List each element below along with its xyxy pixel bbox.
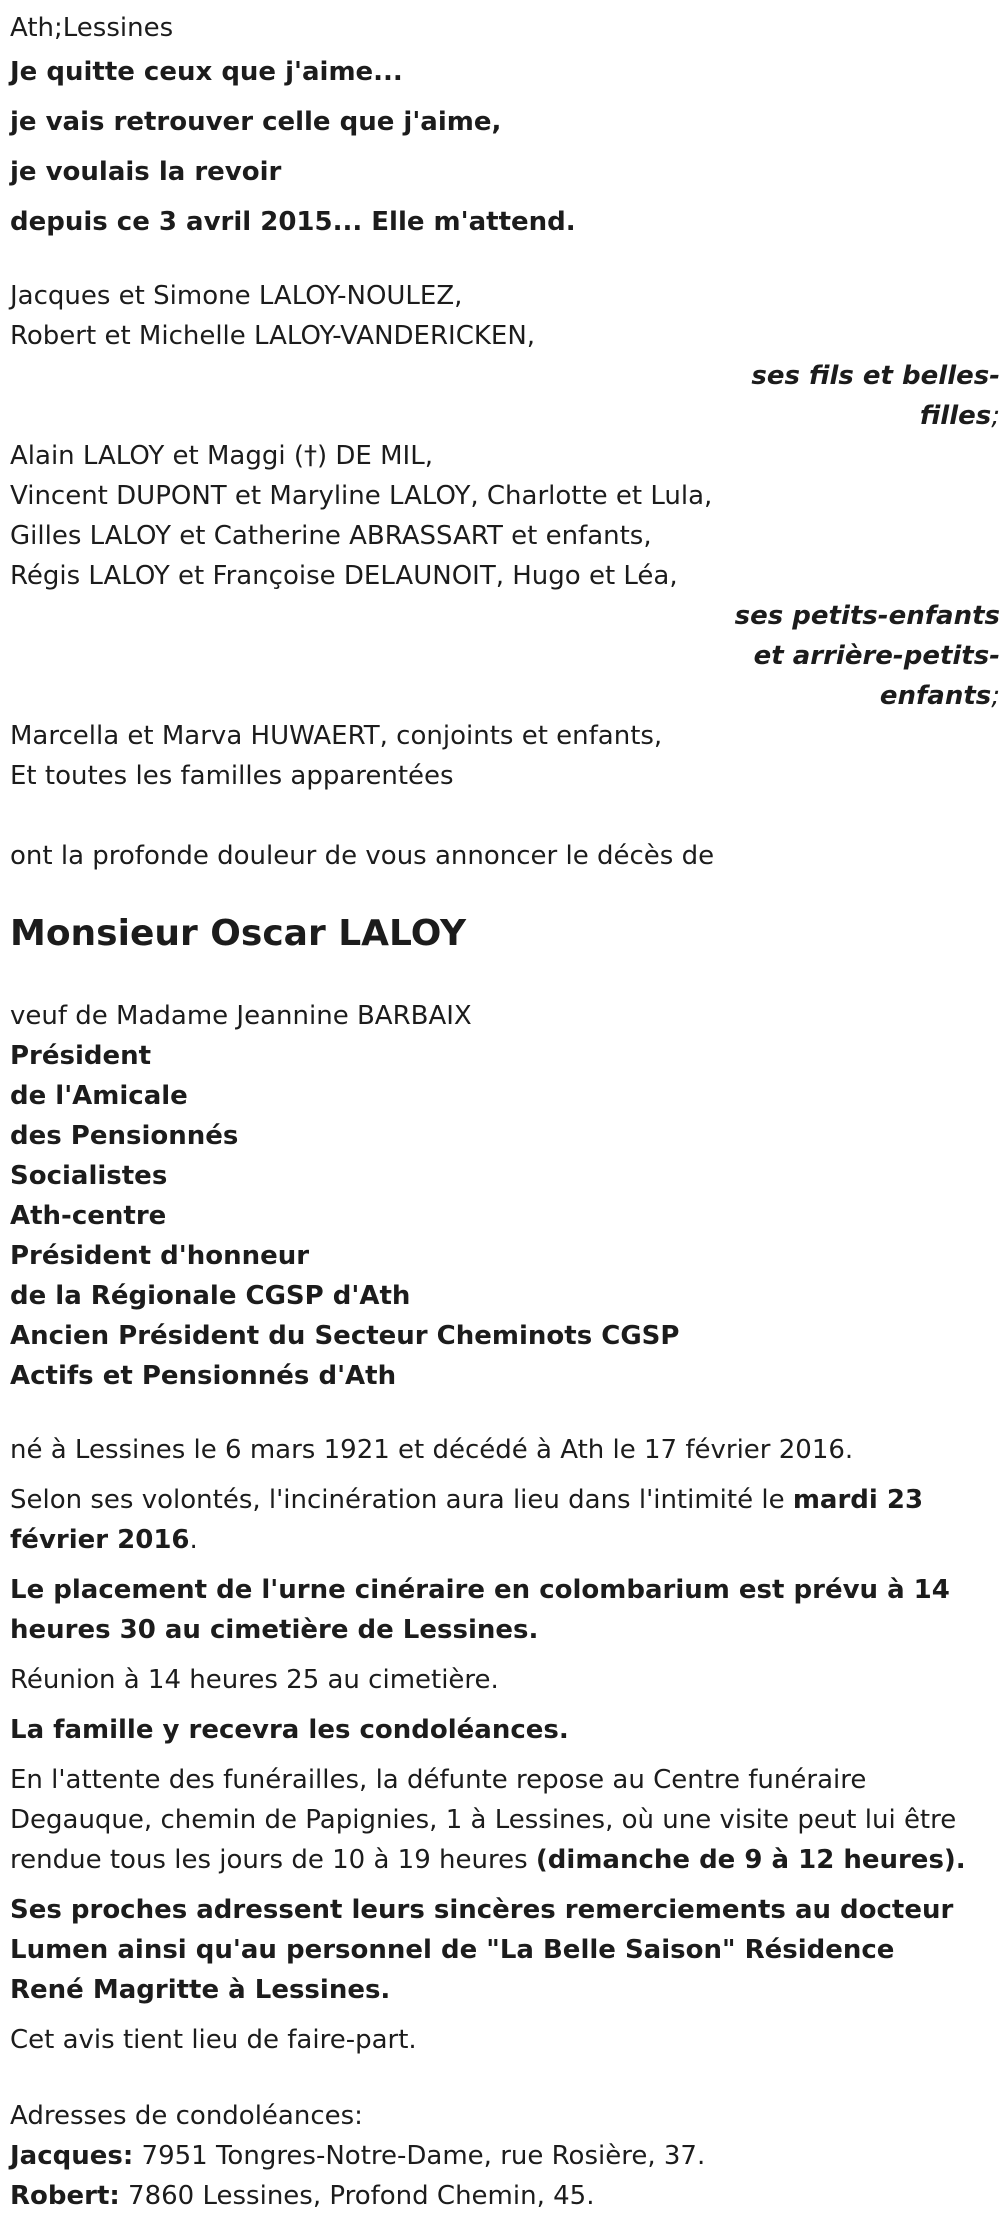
address-name: Jacques: bbox=[10, 2141, 134, 2171]
sons-relation bbox=[10, 356, 1000, 436]
relation-line: enfants bbox=[879, 681, 992, 711]
family-line: Robert et Michelle LALOY-VANDERICKEN, bbox=[10, 321, 536, 351]
relation-line: ses fils et belles- bbox=[751, 361, 1000, 391]
relation-punct: ; bbox=[991, 681, 1000, 711]
title-line: Socialistes bbox=[10, 1161, 168, 1191]
family-line: Régis LALOY et Françoise DELAUNOIT, Hugo et Léa, bbox=[10, 561, 678, 591]
title-line: de la Régionale CGSP d'Ath bbox=[10, 1281, 411, 1311]
visit-hours: (dimanche de 9 à 12 heures). bbox=[535, 1845, 966, 1875]
widower-of: veuf de Madame Jeannine BARBAIX bbox=[10, 1001, 472, 1031]
poem-line: Je quitte ceux que j'aime... bbox=[10, 57, 403, 87]
relation-line: ses petits-enfants bbox=[734, 601, 1000, 631]
address-name: Robert: bbox=[10, 2181, 120, 2211]
poem-line: je voulais la revoir bbox=[10, 157, 282, 187]
family-line: Alain LALOY et Maggi (†) DE MIL, bbox=[10, 441, 433, 471]
grandchildren-list bbox=[10, 436, 988, 596]
visit-info bbox=[10, 1760, 970, 1880]
title-line: Président d'honneur bbox=[10, 1241, 310, 1271]
others-list bbox=[10, 716, 988, 796]
title-line: Ath-centre bbox=[10, 1201, 167, 1231]
urn-placement: Le placement de l'urne cinéraire en colombarium est prévu à 14 heures 30 au cimetière de Lessines. bbox=[10, 1575, 950, 1645]
title-line: de l'Amicale bbox=[10, 1081, 188, 1111]
address-value: 7860 Lessines, Profond Chemin, 45. bbox=[119, 2181, 595, 2211]
cremation-end: . bbox=[189, 1525, 198, 1555]
family-line: Marcella et Marva HUWAERT, conjoints et enfants, bbox=[10, 721, 663, 751]
announcement: ont la profonde douleur de vous annoncer le décès de bbox=[10, 841, 715, 871]
family-line: Gilles LALOY et Catherine ABRASSART et enfants, bbox=[10, 521, 652, 551]
location-header: Ath;Lessines bbox=[10, 13, 174, 43]
family-line: Vincent DUPONT et Maryline LALOY, Charlotte et Lula, bbox=[10, 481, 713, 511]
sons-list bbox=[10, 276, 988, 356]
title-line: Président bbox=[10, 1041, 152, 1071]
thanks: Ses proches adressent leurs sincères remerciements au docteur Lumen ainsi qu'au personnel de "La Belle Saison" Résidence René Magritte à Lessines. bbox=[10, 1895, 954, 2005]
address-value: 7951 Tongres-Notre-Dame, rue Rosière, 37. bbox=[133, 2141, 706, 2171]
title-line: Ancien Président du Secteur Cheminots CGSP bbox=[10, 1321, 680, 1351]
condolences-family: La famille y recevra les condoléances. bbox=[10, 1715, 569, 1745]
address-line bbox=[10, 2136, 988, 2176]
family-line: Jacques et Simone LALOY-NOULEZ, bbox=[10, 281, 463, 311]
poem bbox=[10, 48, 988, 248]
poem-line: depuis ce 3 avril 2015... Elle m'attend. bbox=[10, 207, 576, 237]
title-line: Actifs et Pensionnés d'Ath bbox=[10, 1361, 397, 1391]
relation-line: filles bbox=[919, 401, 992, 431]
deceased-name: Monsieur Oscar LALOY bbox=[10, 913, 467, 954]
family-line: Et toutes les familles apparentées bbox=[10, 761, 454, 791]
notice: Cet avis tient lieu de faire-part. bbox=[10, 2025, 417, 2055]
title-line: des Pensionnés bbox=[10, 1121, 239, 1151]
cremation-intro: Selon ses volontés, l'incinération aura lieu dans l'intimité le bbox=[10, 1485, 793, 1515]
poem-line: je vais retrouver celle que j'aime, bbox=[10, 107, 502, 137]
relation-line: et arrière-petits- bbox=[753, 641, 1000, 671]
relation-punct: ; bbox=[991, 401, 1000, 431]
birth-death: né à Lessines le 6 mars 1921 et décédé à Ath le 17 février 2016. bbox=[10, 1435, 854, 1465]
grandchildren-relation bbox=[10, 596, 1000, 716]
cremation-date: mardi 23 février 2016 bbox=[10, 1485, 924, 1555]
meeting-info: Réunion à 14 heures 25 au cimetière. bbox=[10, 1665, 499, 1695]
titles-list bbox=[10, 1036, 988, 1396]
address-line bbox=[10, 2176, 988, 2216]
addresses-title: Adresses de condoléances: bbox=[10, 2101, 363, 2131]
cremation-info bbox=[10, 1480, 970, 1560]
visit-text: En l'attente des funérailles, la défunte repose au Centre funéraire Degauque, chemin de Papignies, 1 à Lessines, où une visite peut lui être rendue tous les jours de 10 à 19 heures bbox=[10, 1765, 957, 1875]
